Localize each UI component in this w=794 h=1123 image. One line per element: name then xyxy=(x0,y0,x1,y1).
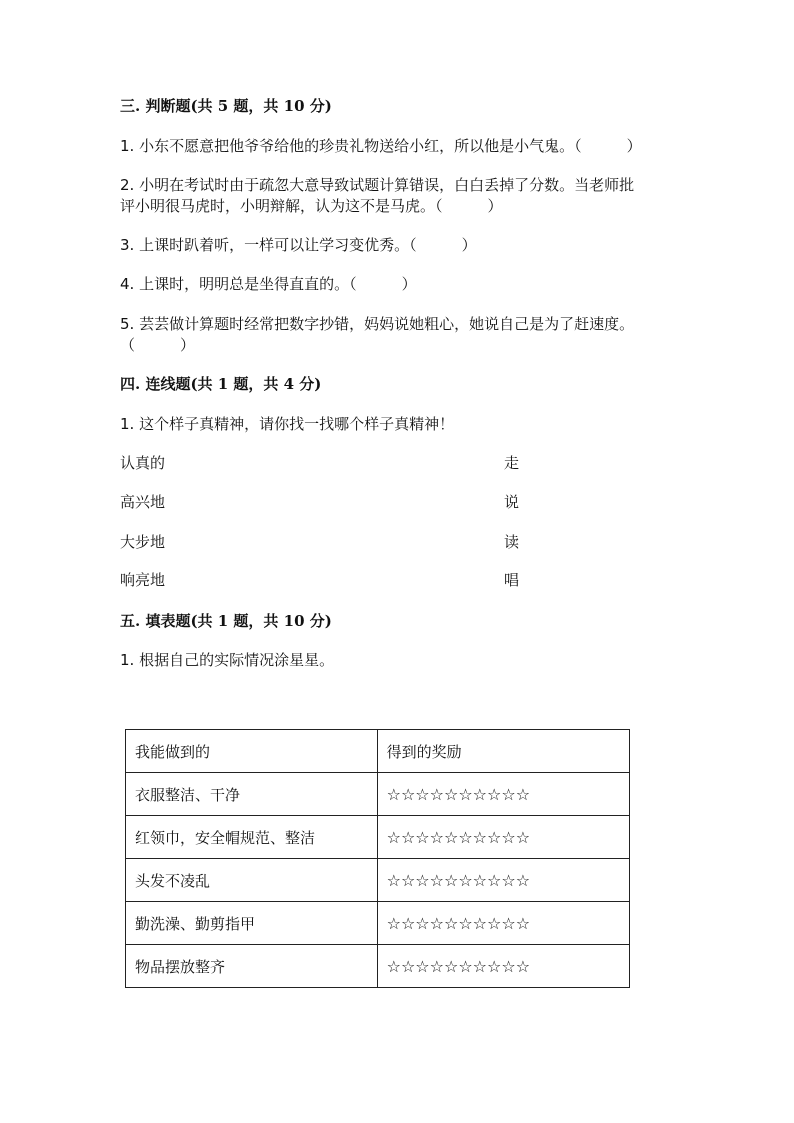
table-row xyxy=(126,902,630,945)
star-rating-cell[interactable]: ☆☆☆☆☆☆☆☆☆☆ xyxy=(377,773,629,816)
match-left-item: 响亮地 xyxy=(120,571,166,589)
table-row xyxy=(126,945,630,988)
star-rating-cell[interactable]: ☆☆☆☆☆☆☆☆☆☆ xyxy=(377,902,629,945)
table-header-row xyxy=(126,730,630,773)
table-question: 1. 根据自己的实际情况涂星星。 xyxy=(120,651,335,669)
match-right-item: 读 xyxy=(504,533,520,551)
table-item-cell: 头发不凌乱 xyxy=(126,859,378,902)
table-row xyxy=(126,773,630,816)
star-rating-cell[interactable]: ☆☆☆☆☆☆☆☆☆☆ xyxy=(377,816,629,859)
table-item-cell: 衣服整洁、干净 xyxy=(126,773,378,816)
judge-item-4: 4. 上课时，明明总是坐得直直的。（ ） xyxy=(120,275,417,293)
table-item-cell: 物品摆放整齐 xyxy=(126,945,378,988)
judge-item-5-line1: 5. 芸芸做计算题时经常把数字抄错，妈妈说她粗心，她说自己是为了赶速度。 xyxy=(120,315,635,333)
judge-item-1: 1. 小东不愿意把他爷爷给他的珍贵礼物送给小红，所以他是小气鬼。（ ） xyxy=(120,137,642,155)
section-title-judge: 三. 判断题(共 5 题，共 10 分) xyxy=(120,97,332,115)
table-header-cell: 得到的奖励 xyxy=(377,730,629,773)
match-left-item: 认真的 xyxy=(120,454,166,472)
star-rating-cell[interactable]: ☆☆☆☆☆☆☆☆☆☆ xyxy=(377,945,629,988)
judge-item-2-line1: 2. 小明在考试时由于疏忽大意导致试题计算错误，白白丢掉了分数。当老师批 xyxy=(120,176,635,194)
match-right-item: 说 xyxy=(504,493,520,511)
table-row xyxy=(126,816,630,859)
match-right-item: 走 xyxy=(504,454,520,472)
section-title-table: 五. 填表题(共 1 题，共 10 分) xyxy=(120,612,332,630)
section-title-match: 四. 连线题(共 1 题，共 4 分) xyxy=(120,375,322,393)
table-header-cell: 我能做到的 xyxy=(126,730,378,773)
judge-item-3: 3. 上课时趴着听，一样可以让学习变优秀。（ ） xyxy=(120,236,477,254)
table-item-cell: 红领巾，安全帽规范、整洁 xyxy=(126,816,378,859)
star-rating-cell[interactable]: ☆☆☆☆☆☆☆☆☆☆ xyxy=(377,859,629,902)
table-row xyxy=(126,859,630,902)
table-item-cell: 勤洗澡、勤剪指甲 xyxy=(126,902,378,945)
match-left-item: 高兴地 xyxy=(120,493,166,511)
judge-item-2-line2: 评小明很马虎时，小明辩解，认为这不是马虎。（ ） xyxy=(120,197,503,215)
judge-item-5-line2: （ ） xyxy=(120,336,196,354)
match-right-item: 唱 xyxy=(504,571,520,589)
match-left-item: 大步地 xyxy=(120,533,166,551)
rewards-table xyxy=(125,729,630,988)
match-question: 1. 这个样子真精神，请你找一找哪个样子真精神！ xyxy=(120,415,455,433)
